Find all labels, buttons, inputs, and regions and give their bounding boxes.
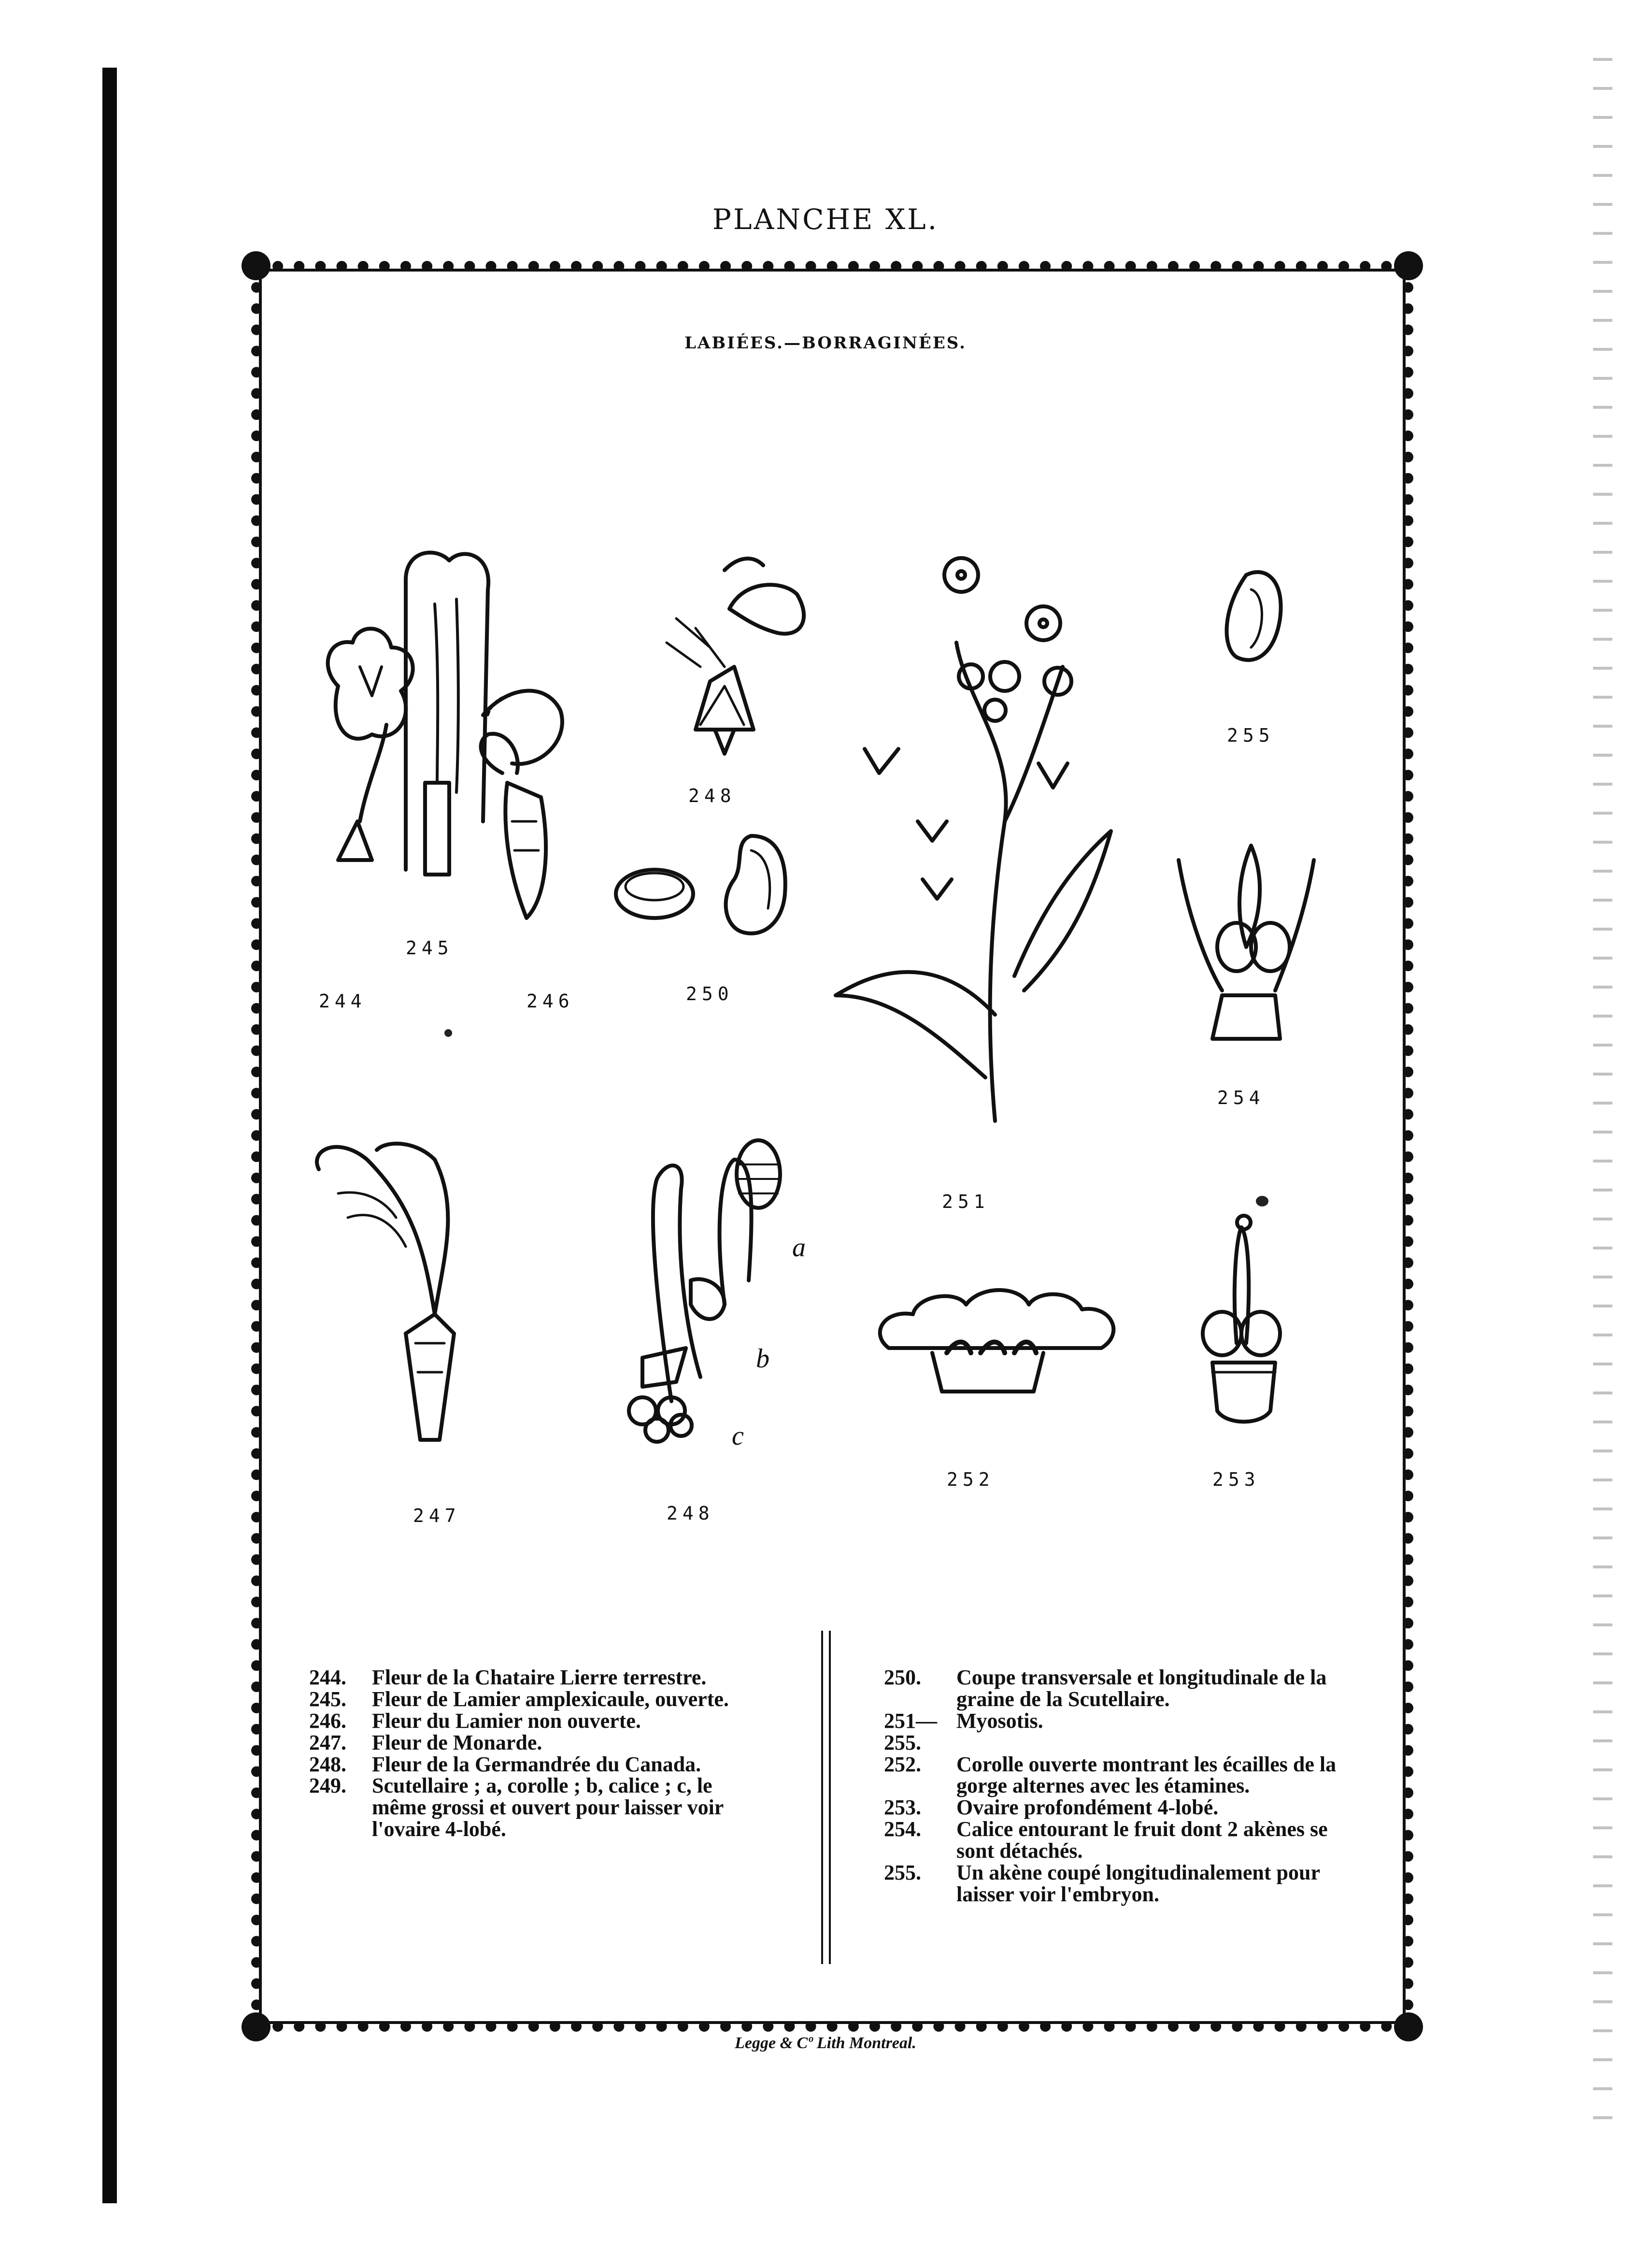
legend-item: [884, 1710, 1343, 1754]
figure-245-drawing: [406, 553, 562, 875]
legend-number: 255.: [884, 1860, 921, 1884]
figure-number-244: 244: [319, 990, 367, 1012]
legend-item: [309, 1689, 768, 1710]
figure-letter-c: c: [732, 1421, 744, 1451]
legend-number: 253.: [884, 1795, 921, 1820]
legend-divider: [821, 1631, 831, 1964]
legend-text: Corolle ouverte montrant les écailles de la gorge alternes avec les étamines.: [956, 1752, 1337, 1798]
legend-text: Fleur de Monarde.: [372, 1730, 542, 1754]
figure-number-248: 248: [688, 785, 736, 806]
figure-number-251: 251: [942, 1191, 990, 1212]
legend-item: [309, 1732, 768, 1754]
plate-title: PLANCHE XL.: [712, 203, 939, 236]
legend-number: 252.: [884, 1752, 921, 1776]
figure-252-drawing: [880, 1290, 1113, 1392]
legend-text: Scutellaire ; a, corolle ; b, calice ; c, le même grossi et ouvert pour laisser voir l'ovaire 4-lobé.: [372, 1774, 724, 1841]
figure-letter-a: a: [792, 1233, 806, 1263]
figure-number-253: 253: [1212, 1469, 1260, 1490]
figure-253-drawing: [1203, 1216, 1280, 1422]
legend-text: Coupe transversale et longitudinale de la graine de la Scutellaire.: [956, 1665, 1327, 1711]
legend-left-column: [309, 1667, 768, 1840]
figure-number-247: 247: [413, 1505, 461, 1526]
figure-letter-b: b: [756, 1344, 769, 1374]
legend-item: [884, 1862, 1343, 1906]
legend-number: 250.: [884, 1665, 921, 1689]
legend-item: [884, 1797, 1343, 1819]
legend-text: Fleur de la Chataire Lierre terrestre.: [372, 1665, 707, 1689]
legend-item: [309, 1775, 768, 1840]
legend-text: Un akène coupé longitudinalement pour laisser voir l'embryon.: [956, 1860, 1320, 1906]
legend-item: [884, 1819, 1343, 1862]
figure-250-drawing: [616, 836, 785, 933]
legend-text: Fleur du Lamier non ouverte.: [372, 1708, 641, 1733]
figure-number-250: 250: [686, 983, 734, 1005]
legend-right-column: [884, 1667, 1343, 1906]
legend-item: [309, 1667, 768, 1689]
legend-number: 247.: [309, 1730, 346, 1754]
legend-item: [884, 1667, 1343, 1710]
legend-number: 246.: [309, 1708, 346, 1733]
printer-imprint: Legge & Cº Lith Montreal.: [735, 2034, 916, 2052]
figure-247-drawing: [317, 1144, 454, 1440]
legend-number: 244.: [309, 1665, 346, 1689]
plate-subtitle: LABIÉES.—BORRAGINÉES.: [684, 333, 967, 353]
legend-text: Ovaire profondément 4-lobé.: [956, 1795, 1219, 1820]
legend-item: [884, 1754, 1343, 1797]
legend-number: 248.: [309, 1752, 346, 1776]
legend-text: Myosotis.: [956, 1708, 1043, 1733]
figure-number-254: 254: [1217, 1087, 1265, 1108]
legend-number: 254.: [884, 1817, 921, 1841]
legend-text: Fleur de la Germandrée du Canada.: [372, 1752, 701, 1776]
figure-248-drawing: [667, 559, 804, 754]
figure-255-drawing: [1227, 572, 1281, 660]
legend-item: [309, 1754, 768, 1776]
legend-number: 249.: [309, 1774, 346, 1798]
legend-text: Fleur de Lamier amplexicaule, ouverte.: [372, 1687, 729, 1711]
legend-text: Calice entourant le fruit dont 2 akènes se sont détachés.: [956, 1817, 1328, 1863]
legend-item: [309, 1710, 768, 1732]
figure-number-255: 255: [1227, 725, 1275, 746]
legend-number: 251—255.: [884, 1708, 937, 1754]
legend-number: 245.: [309, 1687, 346, 1711]
figure-251-drawing: [836, 558, 1111, 1121]
figure-244-drawing: [328, 629, 413, 860]
figure-number-252: 252: [947, 1469, 995, 1490]
figure-number-245: 245: [406, 937, 454, 959]
figure-number-246: 246: [527, 990, 574, 1012]
figure-254-drawing: [1179, 846, 1314, 1039]
figure-number-249: 248: [667, 1503, 714, 1524]
figure-249-drawing: [629, 1140, 780, 1442]
